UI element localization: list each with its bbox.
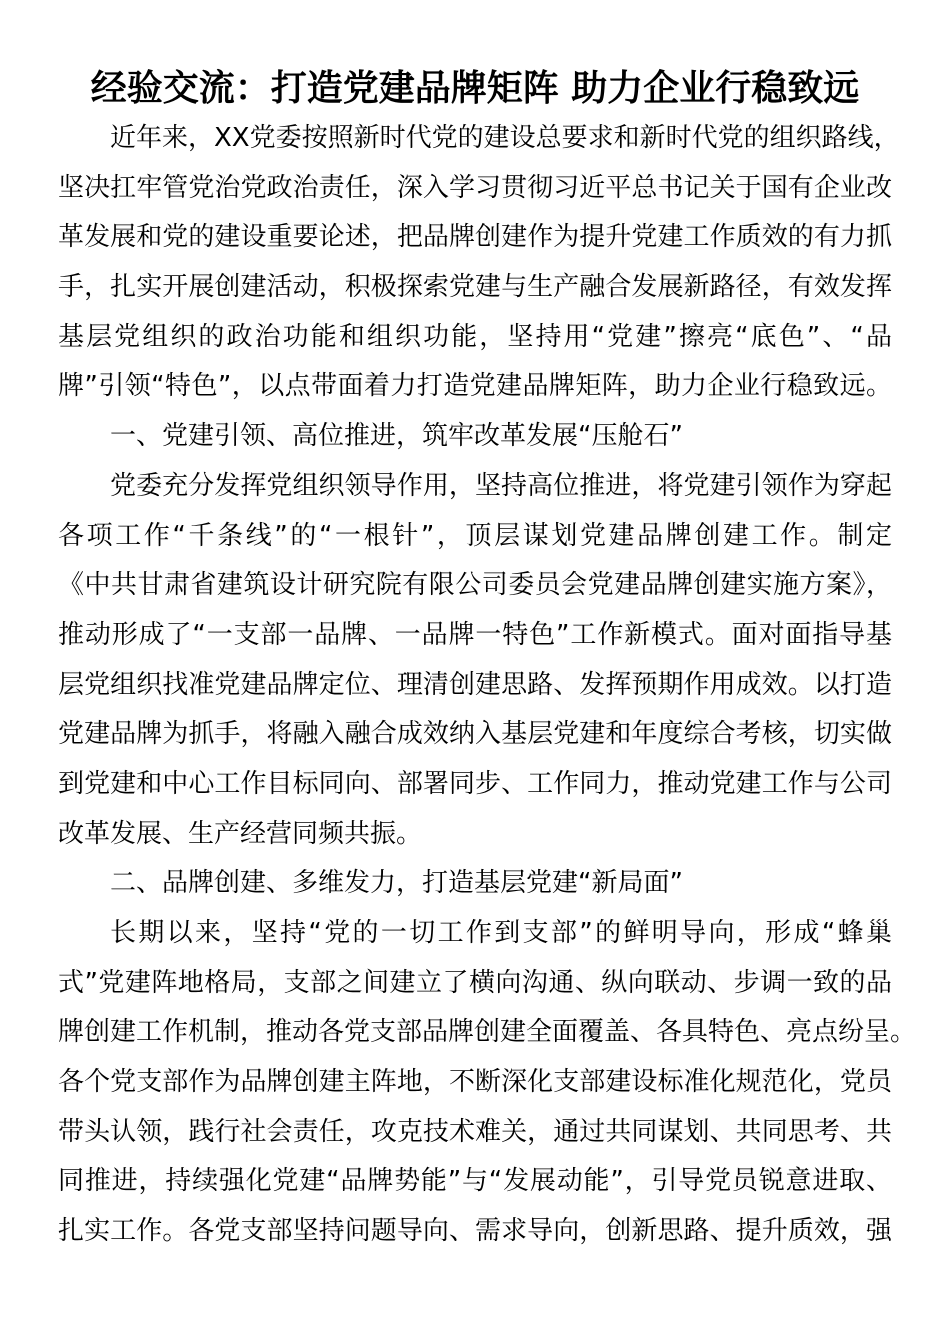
paragraph-3-line-4: 各个党支部作为品牌创建主阵地，不断深化支部建设标准化规范化，党员: [58, 1067, 892, 1098]
paragraph-2-line-6: 党建品牌为抓手，将融入融合成效纳入基层党建和年度综合考核，切实做: [58, 719, 892, 750]
paragraph-2-line-7: 到党建和中心工作目标同向、部署同步、工作同力，推动党建工作与公司: [58, 768, 892, 799]
paragraph-3-line-3: 牌创建工作机制，推动各党支部品牌创建全面覆盖、各具特色、亮点纷呈。: [58, 1017, 917, 1048]
paragraph-2-line-8: 改革发展、生产经营同频共振。: [58, 818, 423, 849]
paragraph-1-line-6: 牌”引领“特色”，以点带面着力打造党建品牌矩阵，助力企业行稳致远。: [58, 371, 892, 402]
paragraph-3-line-6: 同推进，持续强化党建“品牌势能”与“发展动能”，引导党员锐意进取、: [58, 1166, 892, 1197]
paragraph-1-line-4: 手，扎实开展创建活动，积极探索党建与生产融合发展新路径，有效发挥: [58, 272, 892, 303]
paragraph-1-line-2: 坚决扛牢管党治党政治责任，深入学习贯彻习近平总书记关于国有企业改: [58, 172, 892, 203]
paragraph-3-line-7: 扎实工作。各党支部坚持问题导向、需求导向，创新思路、提升质效，强: [58, 1216, 892, 1247]
paragraph-2-line-5: 层党组织找准党建品牌定位、理清创建思路、发挥预期作用成效。以打造: [58, 669, 892, 700]
paragraph-2-line-4: 推动形成了“一支部一品牌、一品牌一特色”工作新模式。面对面指导基: [58, 619, 892, 650]
section-heading-1: 一、党建引领、高位推进，筑牢改革发展“压舱石”: [110, 421, 683, 452]
paragraph-1-line-5: 基层党组织的政治功能和组织功能，坚持用“党建”擦亮“底色”、“品: [58, 321, 892, 352]
paragraph-2-line-1: 党委充分发挥党组织领导作用，坚持高位推进，将党建引领作为穿起: [110, 470, 892, 501]
paragraph-2-line-2: 各项工作“千条线”的“一根针”，顶层谋划党建品牌创建工作。制定: [58, 520, 892, 551]
paragraph-3-line-2: 式”党建阵地格局，支部之间建立了横向沟通、纵向联动、步调一致的品: [58, 967, 892, 998]
paragraph-1-line-1: 近年来，XX党委按照新时代党的建设总要求和新时代党的组织路线，: [110, 123, 900, 153]
paragraph-3-line-1: 长期以来，坚持“党的一切工作到支部”的鲜明导向，形成“蜂巢: [110, 918, 892, 948]
paragraph-2-line-3: 《中共甘肃省建筑设计研究院有限公司委员会党建品牌创建实施方案》，: [58, 570, 892, 601]
section-heading-2: 二、品牌创建、多维发力，打造基层党建“新局面”: [110, 868, 683, 899]
document-title: 经验交流：打造党建品牌矩阵 助力企业行稳致远: [90, 68, 860, 109]
document-body: [58, 114, 917, 1257]
paragraph-3-line-5: 带头认领，践行社会责任，攻克技术难关，通过共同谋划、共同思考、共: [58, 1116, 892, 1147]
paragraph-1-line-3: 革发展和党的建设重要论述，把品牌创建作为提升党建工作质效的有力抓: [58, 222, 892, 253]
